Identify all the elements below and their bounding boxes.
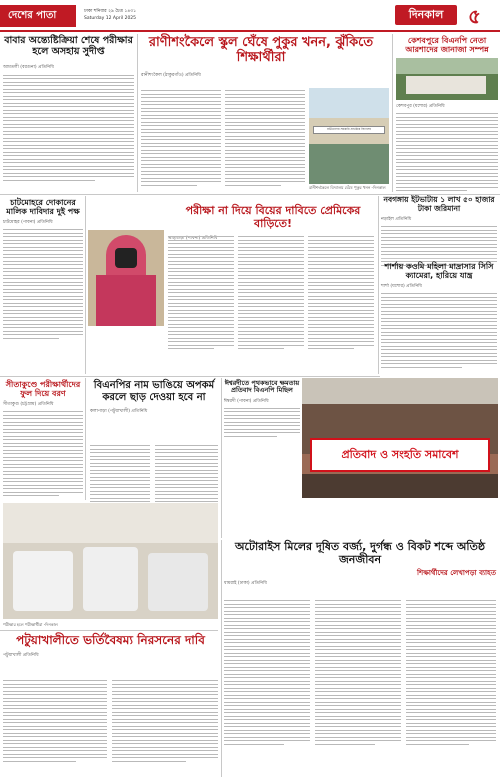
headline: সীতাকুণ্ডে পরীক্ষার্থীদের ফুল দিয়ে বরণ: [5, 380, 81, 399]
page-header: [0, 0, 500, 31]
issue-date-bangla: ঢাকা শনিবার ২৯ চৈত্র ১৪৩১: [84, 9, 137, 14]
newspaper-logo: দিনকাল: [395, 5, 457, 25]
protest-banner: প্রতিবাদ ও সংহতি সমাবেশ: [341, 447, 459, 461]
headline: ঈশ্বরদীতে পৃথকভাবে ক্ষমতায় প্রতিবাদ বিএনপি মিছিল: [224, 379, 300, 395]
story-iswardi: [224, 380, 300, 439]
issue-date-english: Saturday 12 April 2025: [84, 15, 137, 21]
byline: কলাপাড়া (পটুয়াখালী) প্রতিনিধি: [90, 409, 148, 414]
story-keshabpur: [396, 36, 498, 194]
story-madrasa: [381, 262, 497, 370]
header-rule: [0, 30, 500, 32]
issue-date: [84, 9, 136, 23]
headline: চাটমোহরে দোকানের মালিক দাবিদার দুই পক্ষ: [6, 198, 80, 217]
story-sitakunda: [3, 380, 83, 499]
headline: পরীক্ষা না দিয়ে বিয়ের দাবিতে প্রেমিকের বাড়িতে!: [185, 204, 361, 230]
funeral-photo: [396, 58, 498, 100]
story-rani-col1: [141, 90, 221, 188]
story-babar: [3, 36, 134, 183]
photo-caption: পরীক্ষার হলে পরীক্ষার্থীরা -দিনকাল: [3, 622, 58, 627]
exam-hall-photo: [3, 503, 218, 619]
byline: সীতাকুণ্ড (চট্টগ্রাম) প্রতিনিধি: [3, 402, 54, 408]
byline: পটুয়াখালী প্রতিনিধি: [3, 652, 39, 658]
byline: কেশবপুর (যশোর) প্রতিনিধি: [396, 104, 445, 110]
byline: ঈশ্বরদী (পাবনা) প্রতিনিধি: [224, 398, 269, 404]
headline: রাণীশংকৈলে স্কুল ঘেঁষে পুকুর খনন, ঝুঁকিতে শিক্ষার্থীরা: [148, 35, 374, 65]
byline: ধামরাই (ঢাকা) প্রতিনিধি: [224, 581, 267, 587]
school-photo: [309, 88, 389, 184]
byline: আমতলী (বরগুনা) প্রতিনিধি: [3, 64, 54, 70]
story-body: [3, 75, 134, 181]
headline: বিএনপির নাম ভাঙিয়ে অপকর্ম করলে ছাড় দেওয়া হবে না: [93, 380, 215, 403]
story-rani-col2: [225, 90, 305, 188]
headline: পটুয়াখালীতে ভর্তিবৈষম্য নিরসনের দাবি: [16, 633, 205, 647]
story-patuakhali: [3, 634, 218, 659]
photo-caption: রানীশংকৈলে বিদ্যালয় ঘেঁষে পুকুর খনন -দিনকাল: [309, 185, 386, 190]
subhead: শিক্ষার্থীদের লেখাপড়া ব্যাহত: [417, 569, 496, 578]
page-number: ৫: [468, 4, 481, 28]
headline: বাবার অন্ত্যেষ্টিক্রিয়া শেষে পরীক্ষার হলে অসহায় সুদীপ্ত: [4, 35, 133, 57]
byline: শার্শা (যশোর) প্রতিনিধি: [381, 284, 422, 290]
story-chatmohar: [3, 198, 83, 341]
story-auto-rice: [224, 541, 496, 587]
headline: কেশবপুরে বিএনপি নেতা আরশাদের জানাজা সম্পন্ন: [405, 36, 489, 55]
school-sign: রাউতনগর সরকারি প্রাথমিক বিদ্যালয়: [313, 126, 385, 134]
headline: শার্শায় কওমি মহিলা মাদ্রাসার সিসি ক্যামেরা, হারিয়ে যান্ত্র: [384, 262, 494, 281]
woman-photo: [88, 230, 164, 326]
headline: নবগঙ্গায় ইটভাটায় ১ লাখ ৫০ হাজার টাকা জরিমানা: [383, 195, 495, 213]
story-bnp-name: [90, 380, 218, 415]
story-rani: [141, 36, 381, 79]
section-name: দেশের পাতা: [0, 5, 76, 27]
headline: অটোরাইস মিলের দূষিত বর্জ্য, দুর্গন্ধ ও বিকট শব্দে অতিষ্ঠ জনজীবন: [235, 540, 485, 566]
protest-photo: [302, 378, 498, 498]
byline: নড়াইল প্রতিনিধি: [381, 217, 412, 223]
byline: রানীশংকৈল (ঠাকুরগাঁও) প্রতিনিধি: [141, 72, 201, 78]
byline: চাটমোহর (পাবনা) প্রতিনিধি: [3, 220, 53, 226]
